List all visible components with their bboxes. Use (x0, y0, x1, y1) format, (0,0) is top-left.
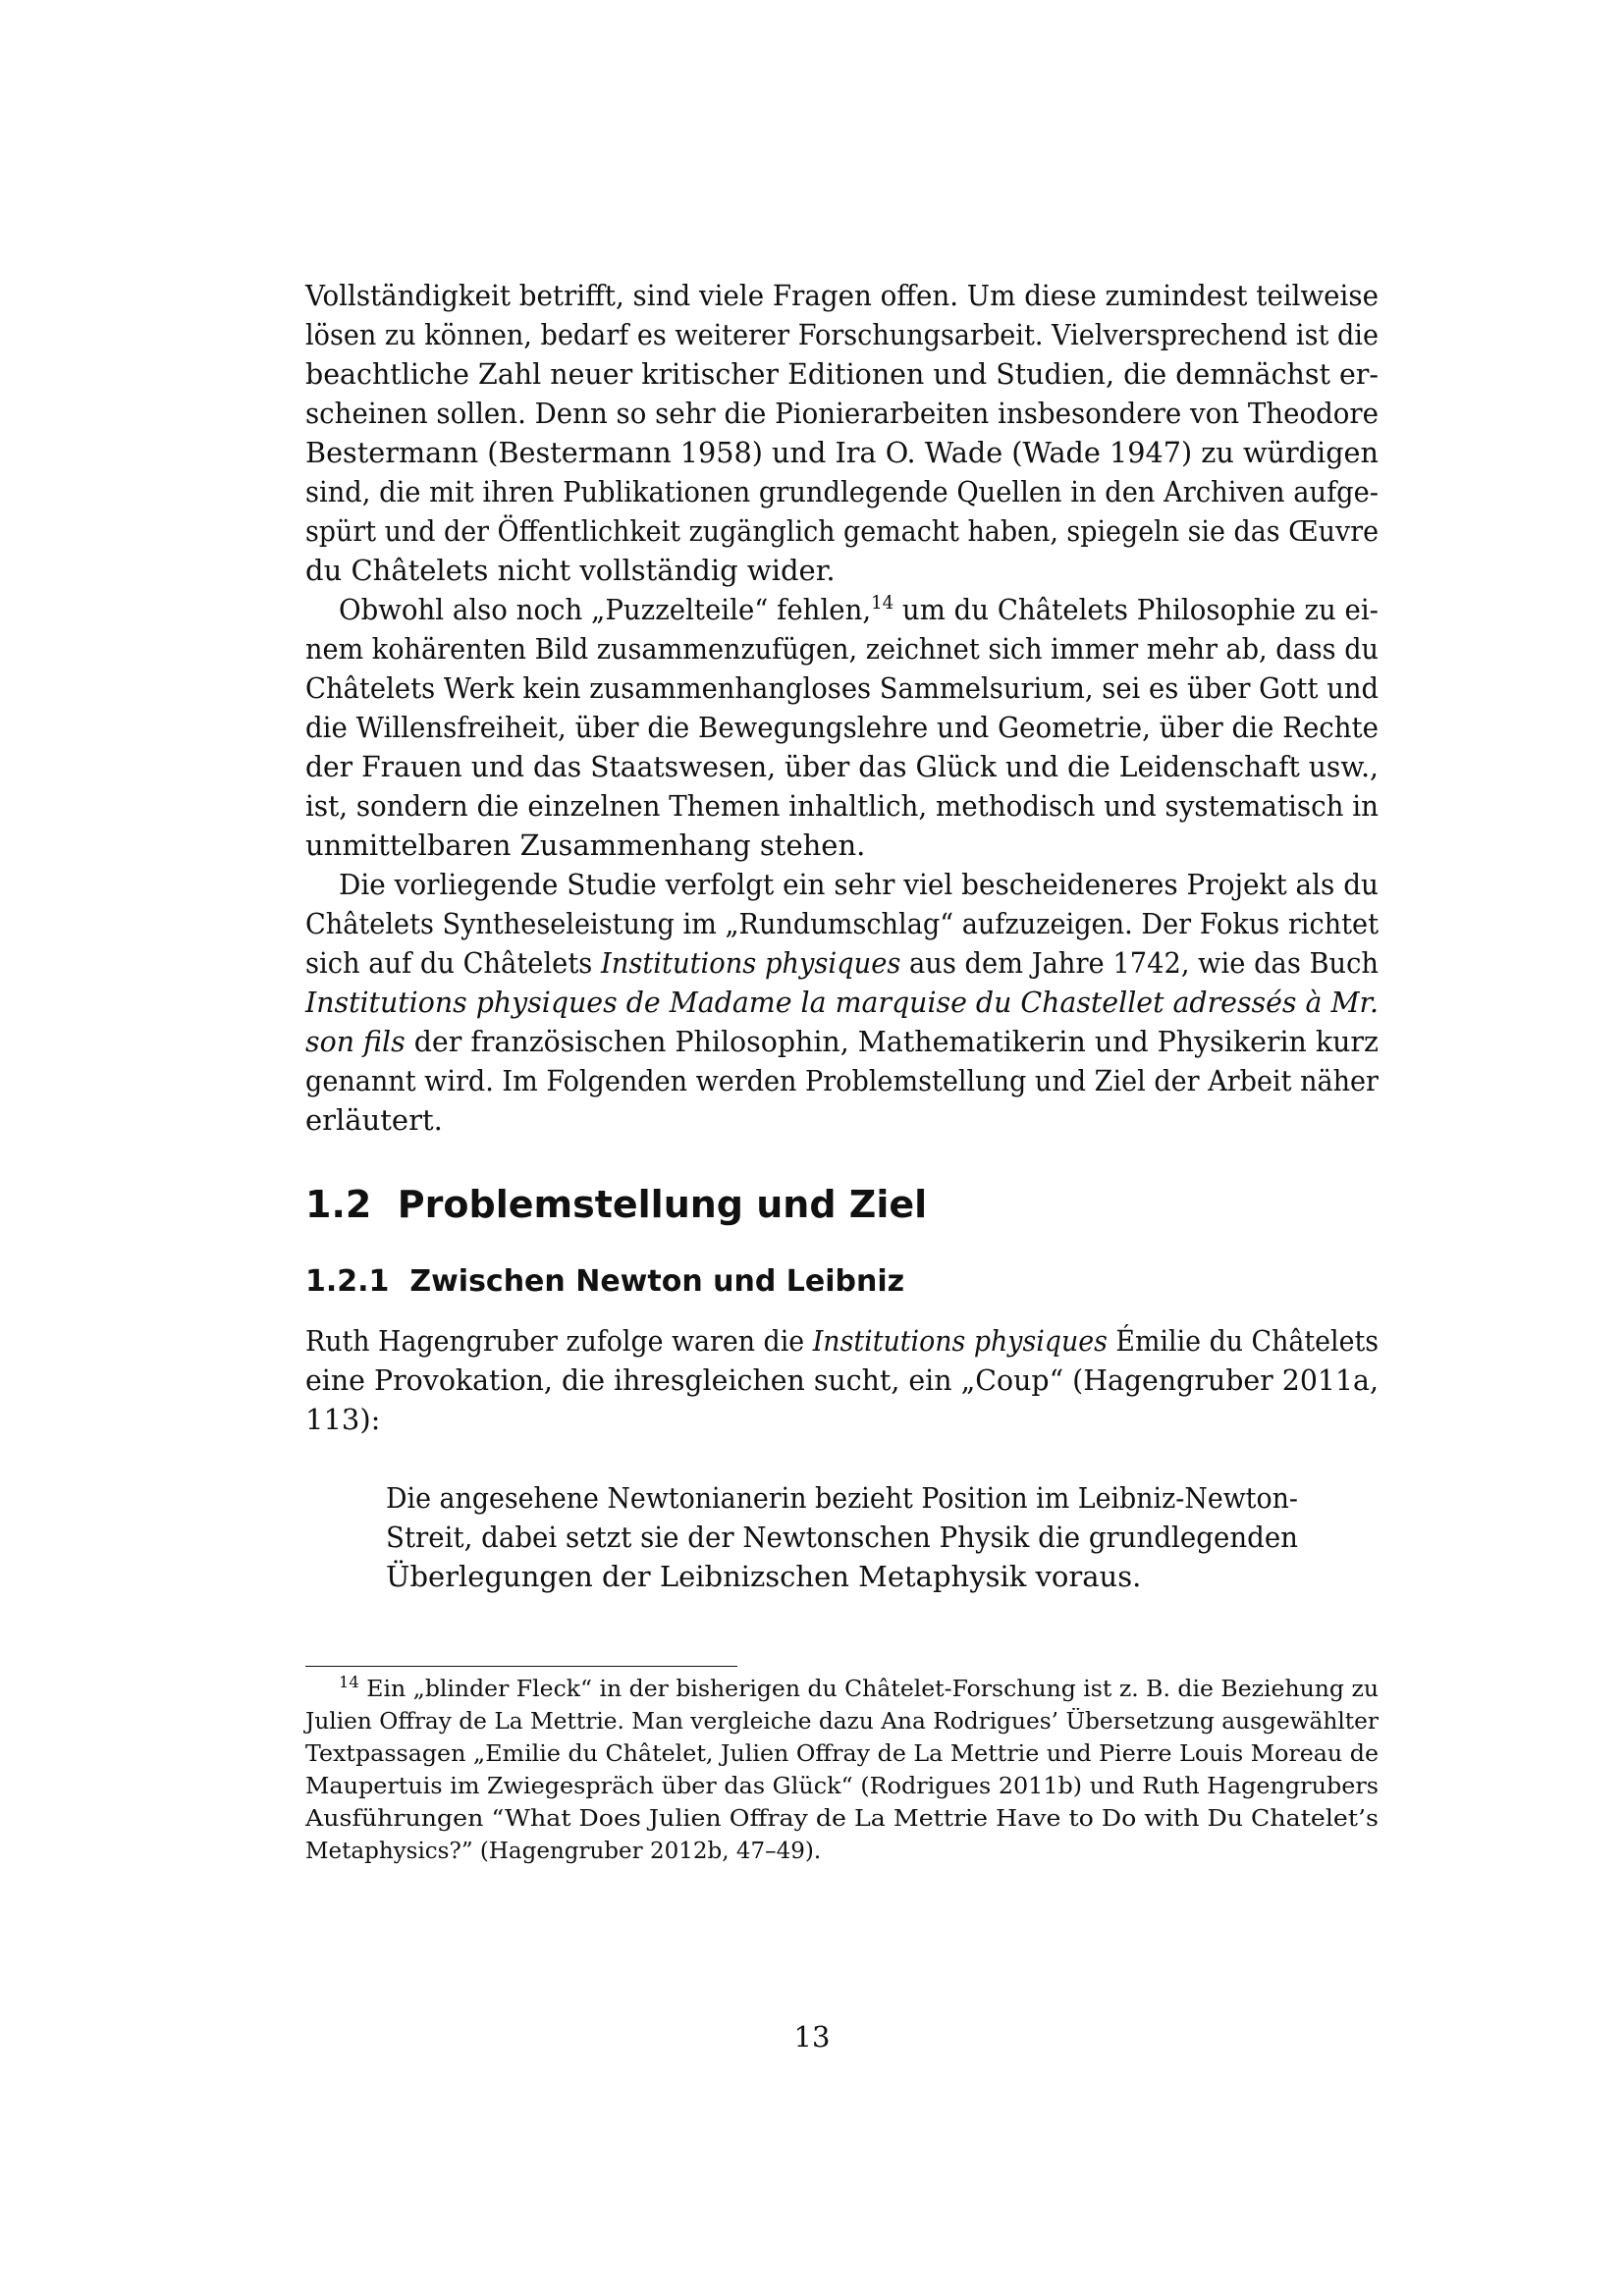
body-line: erläutert. (305, 1103, 443, 1137)
body-line: lösen zu können, bedarf es weiterer Forschungsarbeit. Vielversprechend ist die (305, 318, 1379, 351)
footnote-line: Metaphysics?” (Hagengruber 2012b, 47–49). (305, 1839, 822, 1864)
body-line: die Willensfreiheit, über die Bewegungslehre und Geometrie, über die Rechte (305, 711, 1379, 744)
body-text: Émilie du Châtelets (1107, 1324, 1379, 1358)
body-line: scheinen sollen. Denn so sehr die Pionierarbeiten insbesondere von Theodore (305, 397, 1379, 430)
body-line (0, 943, 1624, 983)
footnote-rule (305, 1666, 737, 1667)
body-line: ist, sondern die einzelnen Themen inhaltlich, methodisch und systematisch in (305, 789, 1379, 823)
body-line: sind, die mit ihren Publikationen grundlegende Quellen in den Archiven aufge- (305, 475, 1379, 508)
subsection-heading (0, 1262, 1624, 1302)
page-number: 13 (793, 2020, 831, 2054)
footnote-line (0, 1674, 1624, 1706)
section-number: 1.2 (305, 1183, 372, 1226)
body-line (0, 590, 1624, 629)
body-line: spürt und der Öffentlichkeit zugänglich gemacht haben, spiegeln sie das Œuvre (305, 514, 1379, 548)
subsection-number: 1.2.1 (305, 1264, 390, 1299)
block-quote-line: Überlegungen der Leibnizschen Metaphysik voraus. (386, 1560, 1142, 1593)
body-text: sich auf du Châtelets (305, 946, 601, 980)
body-line: nem kohärenten Bild zusammenzufügen, zeichnet sich immer mehr ab, dass du (305, 632, 1379, 666)
section-heading (0, 1180, 1624, 1229)
book-title: Institutions physiques (812, 1324, 1108, 1358)
body-line: Châtelets Werk kein zusammenhangloses Sammelsurium, sei es über Gott und (305, 671, 1379, 705)
body-text: Obwohl also noch „Puzzelteile“ fehlen, (339, 593, 872, 626)
footnote-mark: 14 (339, 1673, 359, 1691)
block-quote-line: Die angesehene Newtonianerin bezieht Position im Leibniz-Newton- (386, 1481, 1298, 1515)
body-line: Die vorliegende Studie verfolgt ein sehr viel bescheideneres Projekt als du (339, 868, 1379, 901)
body-line: eine Provokation, die ihresgleichen sucht, ein „Coup“ (Hagengruber 2011a, (305, 1363, 1379, 1397)
footnote-line: Maupertuis im Zwiegespräch über das Glück“ (Rodrigues 2011b) und Ruth Hagengrubers (305, 1774, 1379, 1799)
body-text: der französischen Philosophin, Mathematikerin und Physikerin kurz (405, 1025, 1379, 1058)
body-line: 113): (305, 1403, 381, 1436)
body-line: unmittelbaren Zusammenhang stehen. (305, 828, 866, 862)
section-title: Problemstellung und Ziel (397, 1183, 928, 1226)
body-line: Vollständigkeit betrifft, sind viele Fragen offen. Um diese zumindest teilweise (305, 279, 1379, 312)
book-title: son fils (305, 1025, 406, 1058)
footnote-reference[interactable]: 14 (871, 592, 894, 614)
subsection-title: Zwischen Newton und Leibniz (409, 1264, 905, 1299)
footnote-line: Textpassagen „Emilie du Châtelet, Julien Offray de La Mettrie und Pierre Louis Moreau de (305, 1741, 1379, 1767)
footnote-line: Ausführungen “What Does Julien Offray de La Mettrie Have to Do with Du Chatelet’s (305, 1806, 1379, 1832)
body-line: beachtliche Zahl neuer kritischer Editionen und Studien, die demnächst er- (305, 357, 1379, 391)
body-line (0, 1022, 1624, 1061)
block-quote-line: Streit, dabei setzt sie der Newtonschen Physik die grundlegenden (386, 1521, 1298, 1554)
body-line: du Châtelets nicht vollständig wider. (305, 554, 836, 587)
book-title: Institutions physiques (600, 946, 901, 980)
footnote-text: Ein „blinder Fleck“ in der bisherigen du Châtelet-Forschung ist z. B. die Beziehung zu (358, 1677, 1379, 1702)
body-line: Châtelets Syntheseleistung im „Rundumschlag“ aufzuzeigen. Der Fokus richtet (305, 907, 1379, 940)
body-text: Ruth Hagengruber zufolge waren die (305, 1324, 813, 1358)
body-text: um du Châtelets Philosophie zu ei- (893, 593, 1379, 626)
body-line: genannt wird. Im Folgenden werden Problemstellung und Ziel der Arbeit näher (305, 1064, 1379, 1097)
book-title: Institutions physiques de Madame la marquise du Chastellet adressés à Mr. (305, 986, 1379, 1019)
body-text: aus dem Jahre 1742, wie das Buch (900, 946, 1379, 980)
footnote-line: Julien Offray de La Mettrie. Man vergleiche dazu Ana Rodrigues’ Übersetzung ausgewählter (305, 1709, 1379, 1735)
body-line (0, 1321, 1624, 1361)
body-line: der Frauen und das Staatswesen, über das Glück und die Leidenschaft usw., (305, 750, 1379, 783)
body-line: Bestermann (Bestermann 1958) und Ira O. Wade (Wade 1947) zu würdigen (305, 436, 1379, 469)
body-line (0, 983, 1624, 1022)
